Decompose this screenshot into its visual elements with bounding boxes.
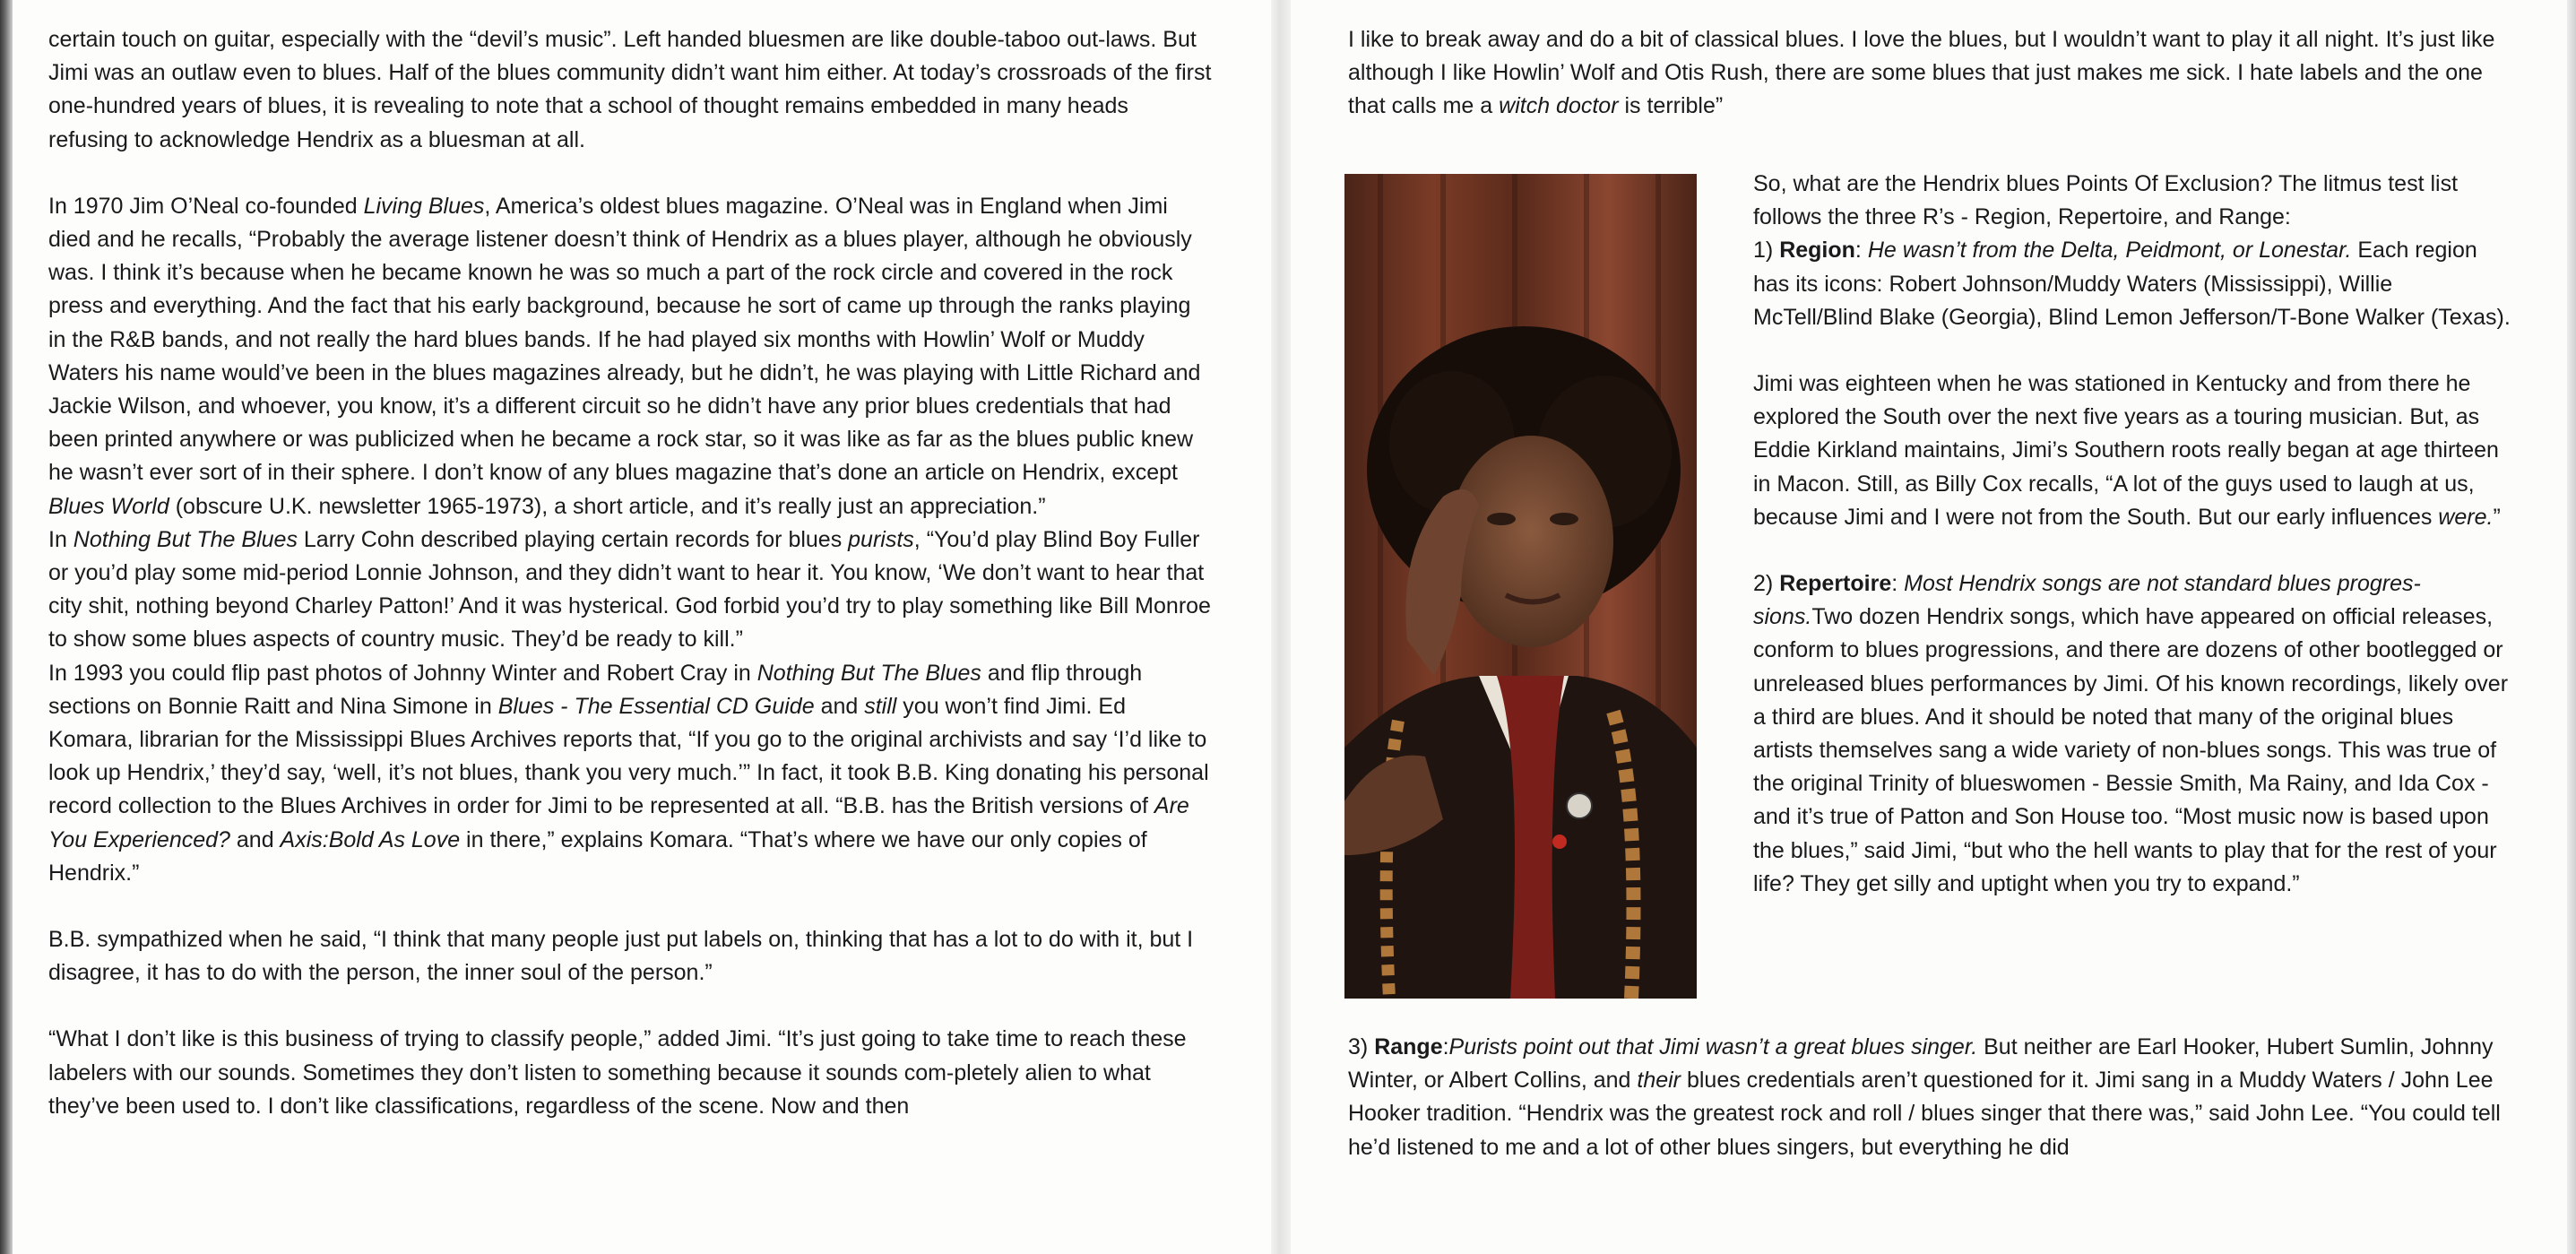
italic-word: their — [1637, 1068, 1681, 1094]
text-run: : — [1442, 1034, 1449, 1059]
text-run: ” — [2493, 504, 2501, 530]
text-run: you won’t find Jimi. Ed Komara, librarian for the Mississippi Blues Archives reports that, “If you go to the original archivists and say ‘I’d like to look up Hendrix,’ they’d say, ‘well, it’s not blues, thank you very much.’” In fact, it took B.B. King donating his personal record collection to the Blues Archives in order for Jimi to be represented at all. “B.B. has the British versions of — [48, 693, 1209, 819]
paragraph-repertoire — [1753, 567, 2515, 901]
paragraph-range — [1348, 1031, 2513, 1164]
italic-title: Blues World — [48, 493, 169, 519]
paragraph-classical-blues — [1348, 23, 2513, 124]
text-run: is terrible” — [1618, 93, 1724, 119]
paragraph-blues-archives — [48, 657, 1214, 890]
italic-title: Blues - The Essential CD Guide — [497, 693, 815, 719]
portrait-photo — [1344, 174, 1697, 999]
italic-claim: He wasn’t from the Delta, Peidmont, or Lonestar. — [1867, 238, 2352, 264]
text-run: and flip through sections on Bonnie Raitt and Nina Simone in — [48, 660, 1143, 719]
paragraph-region — [1753, 234, 2515, 334]
text-run: in there,” explains Komara. “That’s where we have our only copies of Hendrix.” — [48, 826, 1147, 886]
list-number: 3) — [1348, 1034, 1375, 1059]
page-edge-right — [2567, 0, 2576, 1254]
paragraph-devils-music: certain touch on guitar, especially with the “devil’s music”. Left handed bluesmen are like double-taboo out-laws. But Jimi was an outlaw even to blues. Half of the blues community didn’t want him either. At today’s crossroads of the first one-hundred years of blues, it is revealing to note that a school of thought remains embedded in many heads refusing to acknowledge Hendrix as a bluesman at all. — [48, 27, 1212, 152]
paragraph-points-of-exclusion: So, what are the Hendrix blues Points Of Exclusion? The litmus test list follows the three R’s - Region, Repertoire, and Range: — [1753, 171, 2459, 230]
italic-word: were. — [2438, 504, 2494, 530]
paragraph-jimi-classify-quote: “What I don’t like is this business of trying to classify people,” added Jimi. “It’s just going to take time to reach these labelers with our sounds. Sometimes they don’t listen to something because it sounds com-pletely alien to what they’ve been used to. I don’t like classifications, regardless of the scene. Now and then — [48, 1026, 1187, 1119]
italic-title: Axis:Bold As Love — [280, 826, 461, 852]
italic-title: Are You Experienced? — [48, 793, 1189, 852]
text-run: (obscure U.K. newsletter 1965-1973), a short article, and it’s really just an appreciation.” — [169, 493, 1046, 519]
text-run: But neither are Earl Hooker, Hubert Sumlin, Johnny Winter, or Albert Collins, and — [1348, 1034, 2494, 1094]
page-edge-left — [0, 0, 13, 1254]
text-run: I like to break away and do a bit of classical blues. I love the blues, but I wouldn’t want to play it all night. It’s just like although I like Howlin’ Wolf and Otis Rush, there are some blues that just makes me sick. I hate labels and the one that calls me a — [1348, 27, 2495, 119]
italic-title: Living Blues — [363, 193, 485, 219]
text-run: In 1993 you could flip past photos of Johnny Winter and Robert Cray in — [48, 660, 757, 686]
right-side-text — [1753, 168, 2515, 901]
text-run: and — [814, 693, 865, 719]
text-run: Each region has its icons: Robert Johnson/Muddy Waters (Mississippi), Willie McTell/Blind Blake (Georgia), Blind Lemon Jefferson/T-Bone Walker (Texas). — [1753, 238, 2511, 330]
italic-title: Nothing But The Blues — [756, 660, 981, 686]
text-run: Larry Cohn described playing certain records for blues — [297, 526, 849, 552]
text-run: Two dozen Hendrix songs, which have appeared on official releases, conform to blues progressions, and there are dozens of other bootlegged or unreleased blues performances by Jimi. Of his known recordings, likely over a third are blues. And it should be noted that many of the original blues artists themselves sang a wide variety of non-blues songs. This was true of the original Trinity of blueswomen - Bessie Smith, Ma Rainy, and Ida Cox - and it’s true of Patton and Son House too. “Most music now is based upon the blues,” said Jimi, “but who the hell wants to play that for the rest of your life? They get silly and uptight when you try to expand.” — [1753, 604, 2509, 896]
right-bottom-text — [1348, 1031, 2513, 1164]
section-label-repertoire: Repertoire — [1779, 571, 1892, 597]
paragraph-living-blues — [48, 190, 1214, 523]
text-run: blues credentials aren’t questioned for it. Jimi sang in a Muddy Waters / John Lee Hooker tradition. “Hendrix was the greatest rock and roll / blues singer that there was,” said John Lee. “You could tell he’d listened to me and a lot of other blues singers, but everything he did — [1348, 1068, 2501, 1160]
text-run: and — [229, 826, 281, 852]
italic-phrase: witch doctor — [1499, 93, 1619, 119]
list-number: 2) — [1753, 571, 1780, 597]
text-run: In — [48, 526, 73, 552]
paragraph-nothing-but-the-blues — [48, 523, 1214, 657]
paragraph-bb-king-quote: B.B. sympathized when he said, “I think that many people just put labels on, thinking that has a lot to do with it, but I disagree, it has to do with the person, the inner soul of the person.” — [48, 927, 1194, 986]
text-run: , “You’d play Blind Boy Fuller or you’d play some mid-period Lonnie Johnson, and they didn’t want to hear it. You know, ‘We don’t want to hear that city shit, nothing beyond Charley Patton!’ And it was hysterical. God forbid you’d try to play something like Bill Monroe to show some blues aspects of country music. They’d be ready to kill.” — [48, 526, 1211, 653]
text-run: , America’s oldest blues magazine. O’Neal was in England when Jimi died and he recalls, “Probably the average listener doesn’t think of Hendrix as a blues player, although he obviously was. I think it’s because when he became known he was so much a part of the rock circle and covered in the rock press and everything. And the fact that his early background, because he sort of came up through the ranks playing in the R&B bands, and not really the hard blues bands. If he had played six months with Howlin’ Wolf or Muddy Waters his name would’ve been in the blues magazines already, but he didn’t, he was playing with Little Richard and Jackie Wilson, and whoever, you know, it’s a different circuit so he didn’t have any prior blues credentials that had been printed anywhere or was publicized when he became a rock star, so it was like as far as the blues public knew he wasn’t ever sort of in their sphere. I don’t know of any blues magazine that’s done an article on Hendrix, except — [48, 193, 1201, 486]
booklet-spine — [1271, 0, 1291, 1254]
paragraph-kentucky — [1753, 368, 2515, 534]
text-run: : — [1891, 571, 1905, 597]
text-run: In 1970 Jim O’Neal co-founded — [48, 193, 364, 219]
italic-word: purists — [848, 526, 914, 552]
italic-word: still — [864, 693, 897, 719]
left-text-column — [48, 23, 1214, 1123]
list-number: 1) — [1753, 238, 1780, 264]
italic-claim: Purists point out that Jimi wasn’t a great blues singer. — [1448, 1034, 1978, 1059]
text-run: Jimi was eighteen when he was stationed in Kentucky and from there he explored the South over the next five years as a touring musician. But, as Eddie Kirkland maintains, Jimi’s Southern roots really began at age thirteen in Macon. Still, as Billy Cox recalls, “A lot of the guys used to laugh at us, because Jimi and I were not from the South. But our early influences — [1753, 371, 2499, 530]
italic-claim: Most Hendrix songs are not standard blues progres-sions. — [1753, 571, 2421, 630]
section-label-range: Range — [1374, 1034, 1443, 1059]
right-top-text — [1348, 23, 2513, 124]
italic-title: Nothing But The Blues — [73, 526, 298, 552]
portrait-illustration — [1344, 174, 1697, 999]
text-run: : — [1854, 238, 1868, 264]
section-label-region: Region — [1779, 238, 1855, 264]
